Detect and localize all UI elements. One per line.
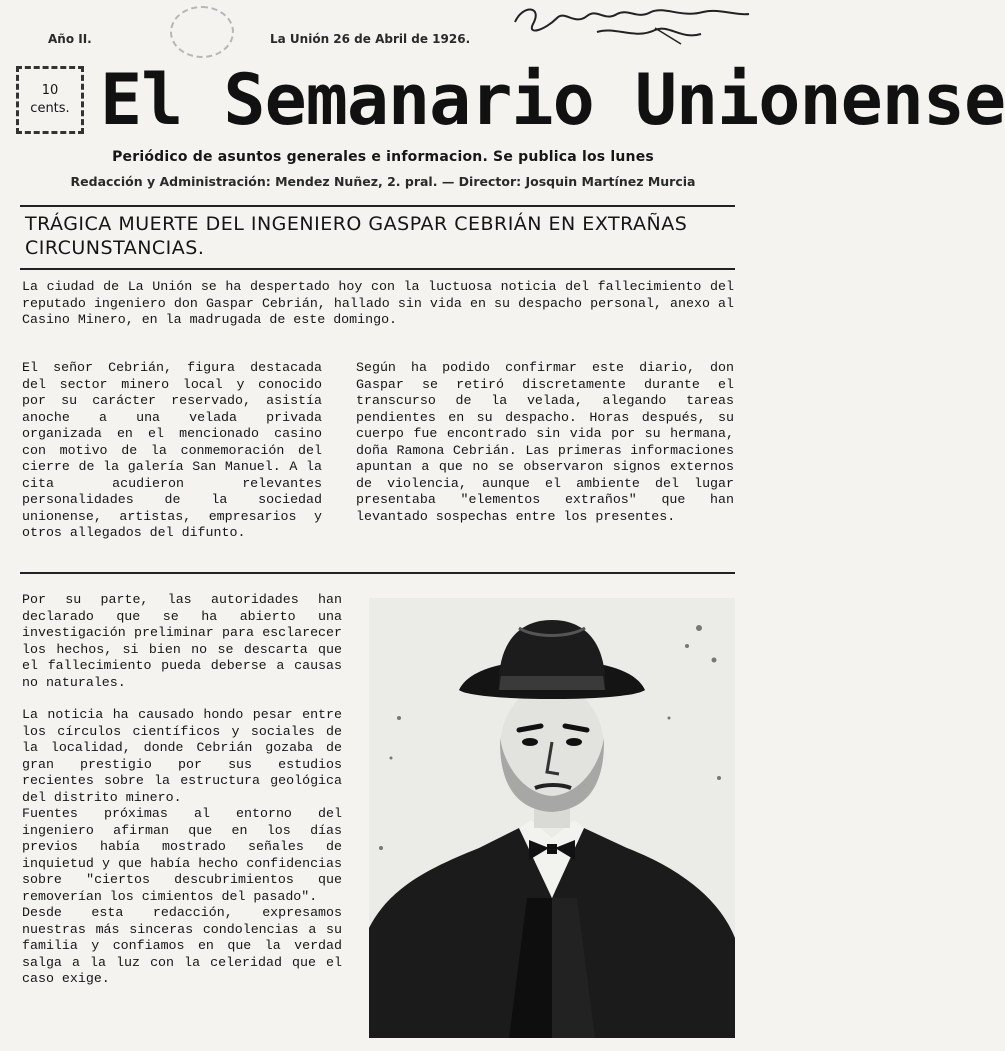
divider [20, 268, 735, 270]
article-paragraph: Fuentes próximas al entorno del ingeniero afirman que en los días previos había mostrado señales de inquietud y que había hecho confidencias sobre "ciertos descubrimientos que removerían los cimientos del pasado". [22, 806, 342, 904]
article-headline: TRÁGICA MUERTE DEL INGENIERO GASPAR CEBRIÁN EN EXTRAÑAS CIRCUNSTANCIAS. [25, 213, 688, 259]
editorial-credits: Redacción y Administración: Mendez Nuñez, 2. pral. — Director: Josquin Martínez Murcia [70, 174, 696, 189]
portrait-photo [369, 598, 735, 1038]
article-lower-column [22, 592, 342, 988]
article-paragraph: Desde esta redacción, expresamos nuestras más sinceras condolencias a su familia y confiamos en que la verdad salga a la luz con la celeridad que el caso exige. [22, 905, 342, 986]
divider [20, 205, 735, 207]
article-paragraph: Por su parte, las autoridades han declarado que se ha abierto una investigación preliminar para esclarecer los hechos, si bien no se descarta que el fallecimiento pueda deberse a causas no naturales. [22, 592, 342, 690]
price-value: 10 [41, 83, 59, 98]
issue-number: Año II. [48, 32, 92, 46]
handwritten-signature-icon [505, 0, 755, 50]
dateline: La Unión 26 de Abril de 1926. [270, 32, 471, 46]
article-column-right: Según ha podido confirmar este diario, don Gaspar se retiró discretamente durante el transcurso de la velada, alegando tareas pendientes en su despacho. Horas después, su cuerpo fue encontrado sin vida por su hermana, doña Ramona Cebrián. Las primeras informaciones apuntan a que no se observaron signos externos de violencia, aunque el ambiente del lugar presentaba "elementos extraños" que han levantado sospechas entre los presentes. [356, 360, 734, 524]
portrait-man-hat-icon [369, 598, 735, 1038]
price-unit: cents. [30, 101, 70, 116]
article-column-left: El señor Cebrián, figura destacada del sector minero local y conocido por su carácter reservado, asistía anoche a una velada privada organizada en el mencionado casino con motivo de la conmemoración del cierre de la galería San Manuel. A la cita acudieron relevantes personalidades de la sociedad unionense, artistas, empresarios y otros allegados del difunto. [22, 360, 322, 540]
divider [20, 572, 735, 574]
article-intro: La ciudad de La Unión se ha despertado hoy con la luctuosa noticia del fallecimiento del reputado ingeniero don Gaspar Cebrián, hallado sin vida en su despacho personal, anexo al Casino Minero, en la madrugada de este domingo. [22, 279, 734, 327]
price-box [16, 66, 84, 134]
article-paragraph: La noticia ha causado hondo pesar entre los círculos científicos y sociales de la localidad, donde Cebrián gozaba de gran prestigio por sus estudios recientes sobre la estructura geológica del distrito minero. [22, 707, 342, 805]
newspaper-title: El Semanario Unionense [100, 59, 1005, 141]
newspaper-subtitle: Periódico de asuntos generales e informacion. Se publica los lunes [112, 149, 654, 165]
